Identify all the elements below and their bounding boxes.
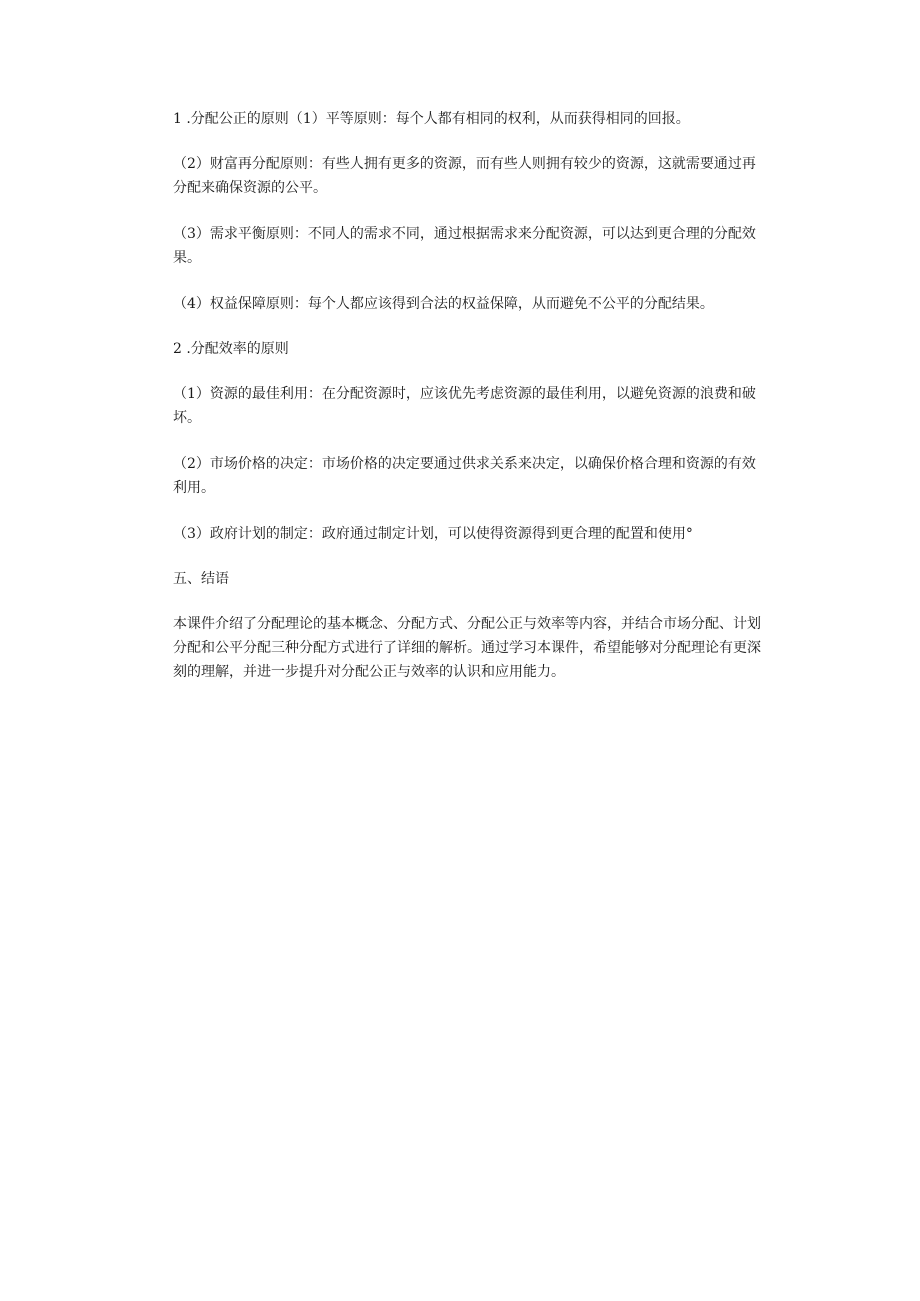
paragraph-optimal-resource-use: （1）资源的最佳利用：在分配资源时，应该优先考虑资源的最佳利用，以避免资源的浪费和破坏。 — [173, 386, 756, 426]
paragraph-fairness-principle-equality: 1 .分配公正的原则（1）平等原则：每个人都有相同的权利，从而获得相同的回报。 — [173, 111, 690, 127]
heading-conclusion: 五、结语 — [173, 571, 229, 587]
heading-efficiency-principle: 2 .分配效率的原则 — [173, 341, 289, 357]
paragraph-rights-protection: （4）权益保障原则：每个人都应该得到合法的权益保障，从而避免不公平的分配结果。 — [173, 296, 714, 312]
paragraph-government-plan: （3）政府计划的制定：政府通过制定计划，可以使得资源得到更合理的配置和使用° — [173, 526, 693, 542]
document-body — [173, 107, 763, 706]
paragraph-demand-balance: （3）需求平衡原则：不同人的需求不同，通过根据需求来分配资源，可以达到更合理的分配效果。 — [173, 226, 756, 266]
paragraph-market-price: （2）市场价格的决定：市场价格的决定要通过供求关系来决定，以确保价格合理和资源的有效利用。 — [173, 456, 756, 496]
paragraph-conclusion-text: 本课件介绍了分配理论的基本概念、分配方式、分配公正与效率等内容，并结合市场分配、计划分配和公平分配三种分配方式进行了详细的解析。通过学习本课件，希望能够对分配理论有更深刻的理解，并进一步提升对分配公正与效率的认识和应用能力。 — [173, 616, 761, 680]
paragraph-wealth-redistribution: （2）财富再分配原则：有些人拥有更多的资源，而有些人则拥有较少的资源，这就需要通过再分配来确保资源的公平。 — [173, 156, 756, 196]
